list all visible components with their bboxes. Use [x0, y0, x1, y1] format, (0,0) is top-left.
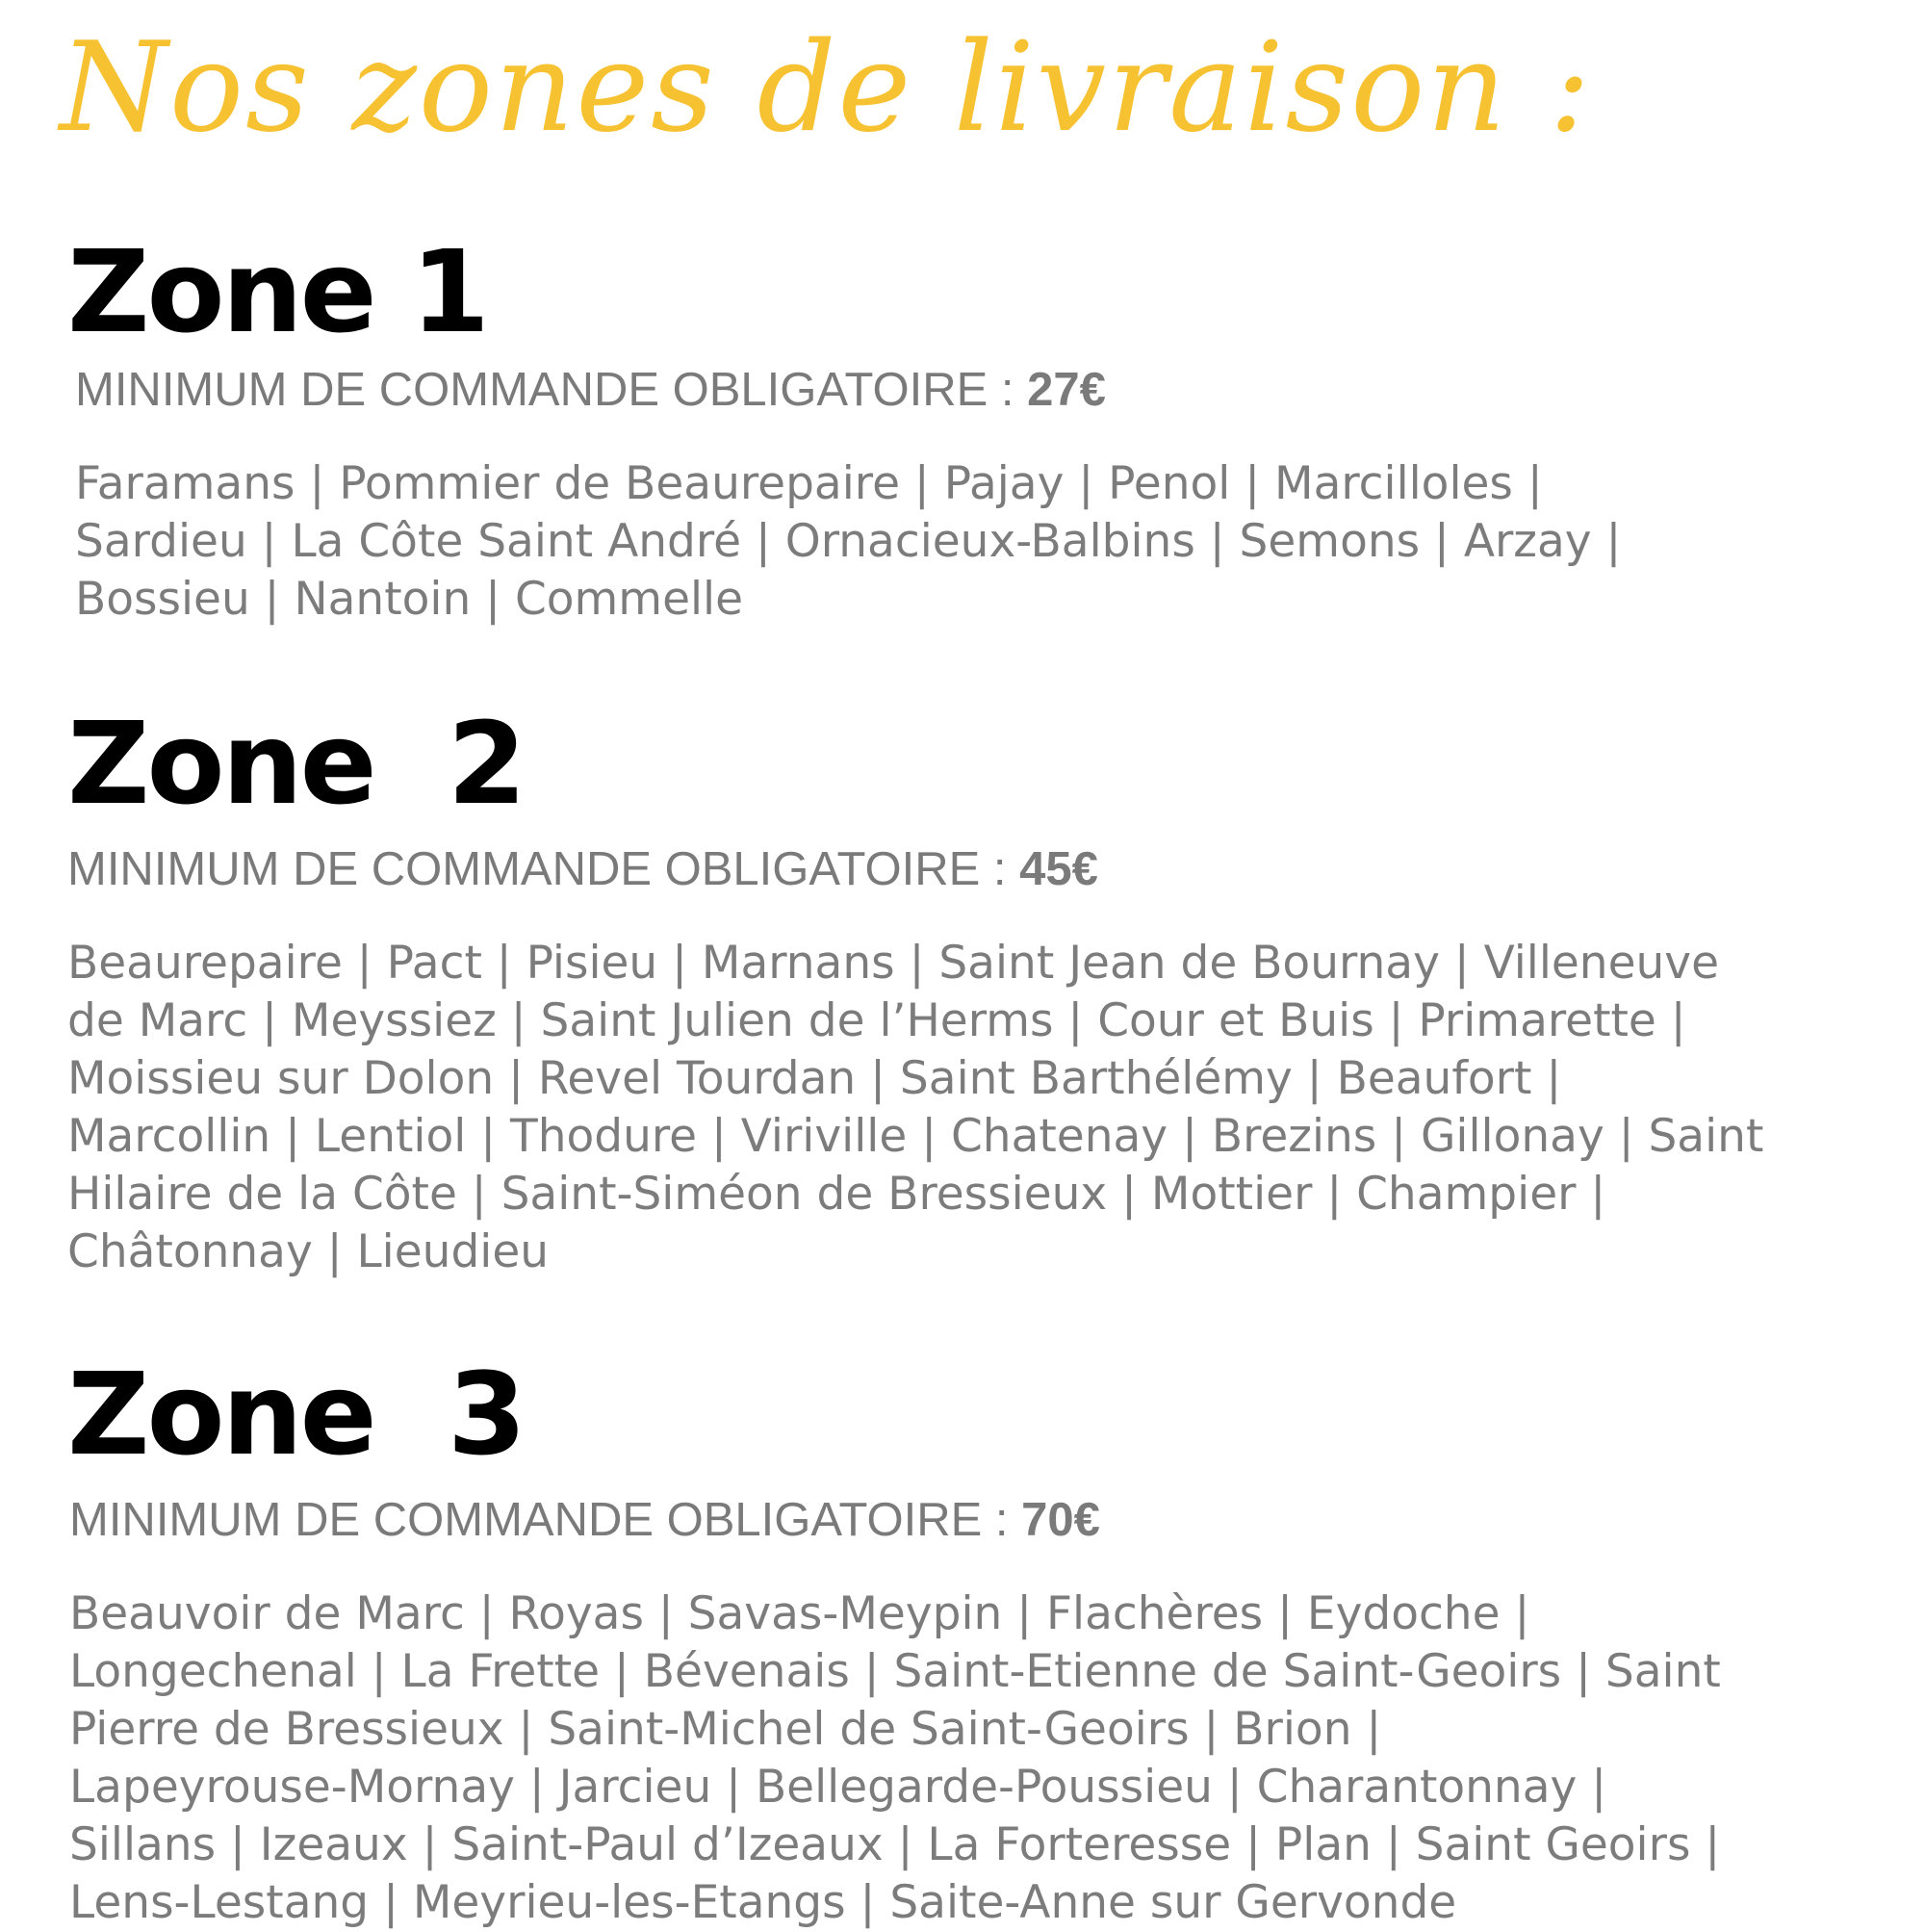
town-list-line: Pierre de Bressieux | Saint-Michel de Saint-Geoirs | Brion |: [69, 1702, 1382, 1756]
town-list: [69, 1585, 1896, 1932]
minimum-order: [69, 1492, 1896, 1549]
town-list-line: Sardieu | La Côte Saint André | Ornacieux-Balbins | Semons | Arzay |: [75, 514, 1622, 568]
town-list-line: Sillans | Izeaux | Saint-Paul d’Izeaux | La Forteresse | Plan | Saint Geoirs |: [69, 1817, 1721, 1871]
zone-heading: Zone 2: [67, 697, 524, 830]
minimum-order-price: 70€: [1021, 1494, 1100, 1546]
zone-section-3: [67, 1348, 1896, 1932]
town-list-line: Faramans | Pommier de Beaurepaire | Pajay | Penol | Marcilloles |: [75, 456, 1543, 510]
town-list-line: Beauvoir de Marc | Royas | Savas-Meypin | Flachères | Eydoche |: [69, 1586, 1530, 1640]
town-list-line: de Marc | Meyssiez | Saint Julien de l’Herms | Cour et Buis | Primarette |: [67, 993, 1686, 1047]
zone-heading: Zone 3: [67, 1348, 524, 1481]
town-list-line: Lens-Lestang | Meyrieu-les-Etangs | Saite-Anne sur Gervonde: [69, 1875, 1457, 1929]
town-list-line: Moissieu sur Dolon | Revel Tourdan | Saint Barthélémy | Beaufort |: [67, 1051, 1562, 1105]
minimum-order: [75, 362, 1896, 419]
town-list-line: Longechenal | La Frette | Bévenais | Saint-Etienne de Saint-Geoirs | Saint: [69, 1644, 1721, 1698]
minimum-order-price: 45€: [1019, 843, 1098, 895]
town-list-line: Bossieu | Nantoin | Commelle: [75, 572, 744, 626]
town-list: [75, 455, 1896, 629]
minimum-order: [67, 841, 1896, 898]
town-list-line: Lapeyrouse-Mornay | Jarcieu | Bellegarde-Poussieu | Charantonnay |: [69, 1760, 1607, 1814]
minimum-order-label: MINIMUM DE COMMANDE OBLIGATOIRE :: [75, 364, 1028, 416]
town-list: [67, 935, 1896, 1281]
minimum-order-label: MINIMUM DE COMMANDE OBLIGATOIRE :: [69, 1494, 1022, 1546]
town-list-line: Châtonnay | Lieudieu: [67, 1224, 550, 1278]
zone-heading: Zone 1: [67, 225, 487, 358]
minimum-order-price: 27€: [1027, 364, 1106, 416]
town-list-line: Hilaire de la Côte | Saint-Siméon de Bressieux | Mottier | Champier |: [67, 1167, 1606, 1221]
town-list-line: Marcollin | Lentiol | Thodure | Viriville | Chatenay | Brezins | Gillonay | Saint: [67, 1109, 1764, 1163]
page-title: Nos zones de livraison :: [60, 16, 1593, 160]
zone-section-1: [67, 225, 1896, 629]
town-list-line: Beaurepaire | Pact | Pisieu | Marnans | Saint Jean de Bournay | Villeneuve: [67, 936, 1720, 990]
minimum-order-label: MINIMUM DE COMMANDE OBLIGATOIRE :: [67, 843, 1020, 895]
zone-section-2: [67, 697, 1896, 1281]
